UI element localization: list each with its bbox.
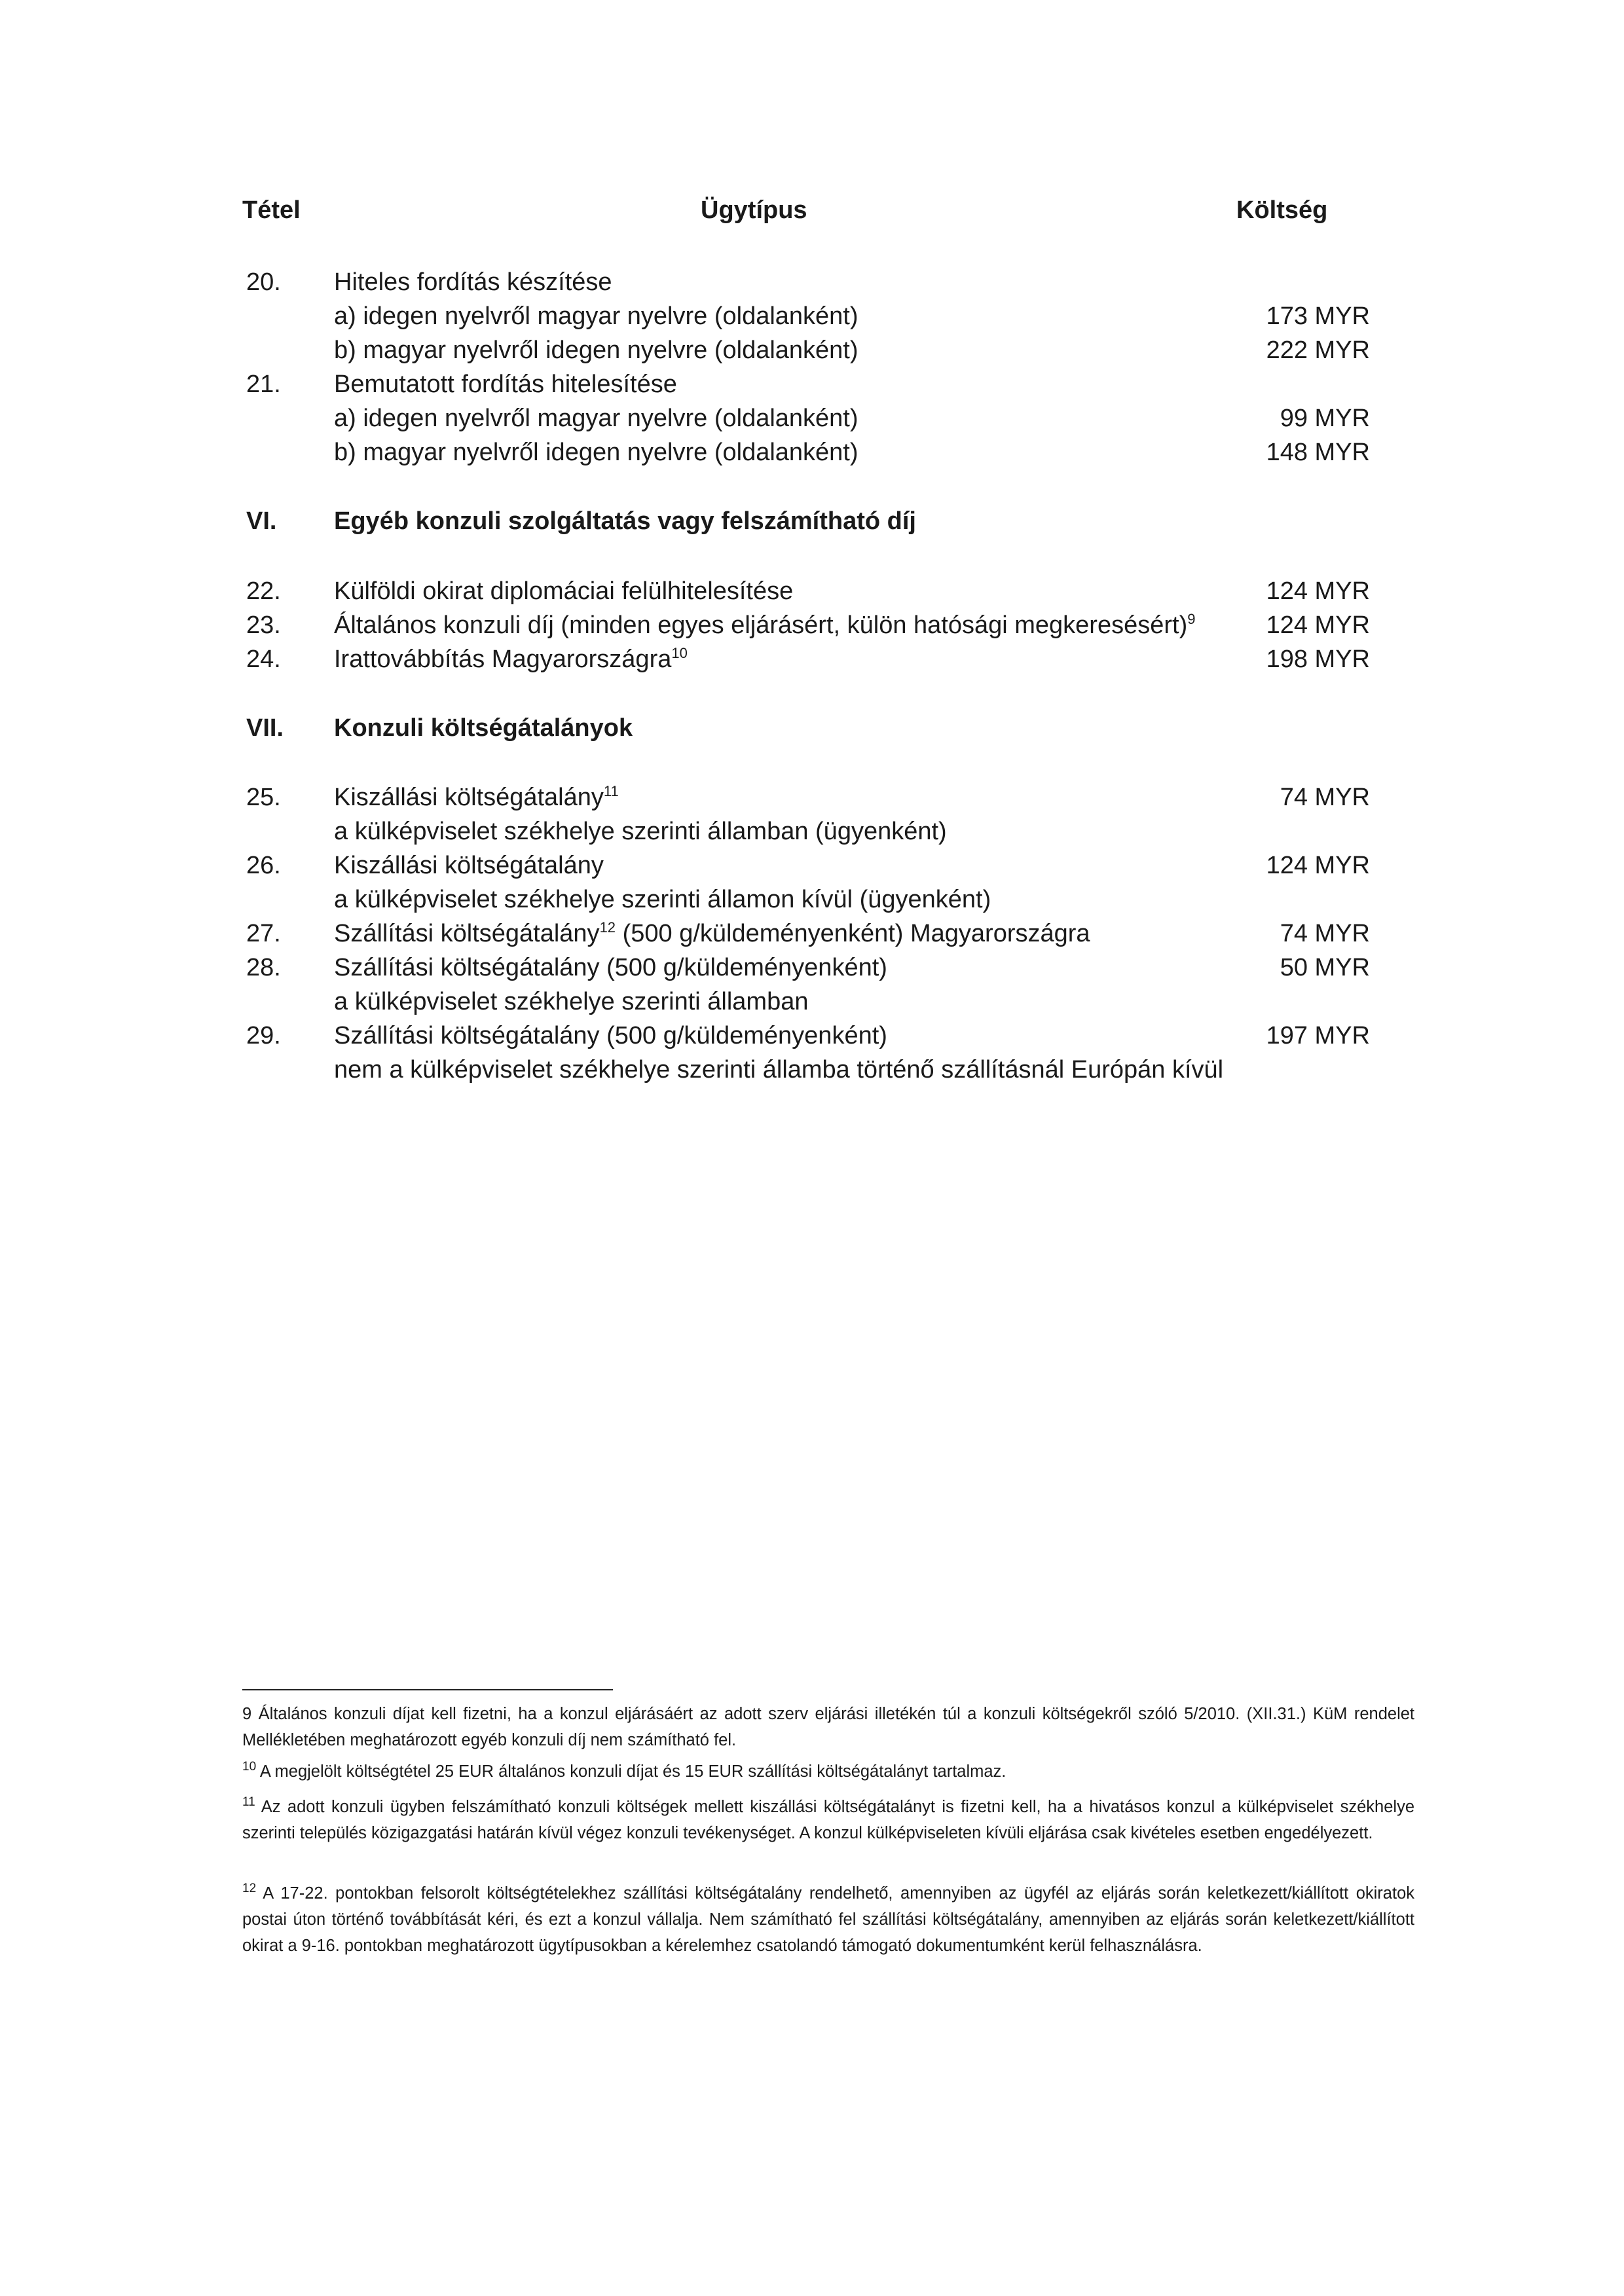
header-type: Ügytípus	[701, 196, 807, 224]
row-description: a) idegen nyelvről magyar nyelvre (oldalanként)	[334, 302, 858, 330]
table-row	[0, 574, 1624, 608]
row-description: a külképviselet székhelye szerinti államban (ügyenként)	[334, 818, 947, 845]
row-description: b) magyar nyelvről idegen nyelvre (oldalanként)	[334, 439, 858, 466]
footnote-reference: 12	[599, 919, 616, 936]
table-row	[0, 883, 1624, 917]
footnote-reference: 11	[603, 783, 619, 799]
table-row	[0, 1019, 1624, 1053]
row-description-text: Szállítási költségátalány	[334, 920, 600, 947]
row-description: Szállítási költségátalány (500 g/küldeményenként)	[334, 1022, 887, 1049]
row-number: 23.	[246, 611, 281, 639]
footnote-separator	[242, 1689, 613, 1690]
row-cost: 222 MYR	[1266, 337, 1370, 364]
footnote	[242, 1880, 1414, 1959]
row-cost: 50 MYR	[1280, 954, 1370, 981]
footnote-mark: 9	[242, 1705, 252, 1723]
row-cost: 124 MYR	[1266, 577, 1370, 605]
row-description-text: Általános konzuli díj (minden egyes eljárásért, külön hatósági megkeresésért)	[334, 611, 1188, 639]
row-description-text: Irattovábbítás Magyarországra	[334, 646, 672, 673]
row-number: 29.	[246, 1022, 281, 1049]
header-cost: Költség	[1236, 196, 1328, 224]
row-cost: 124 MYR	[1266, 852, 1370, 879]
row-description	[334, 608, 1195, 642]
section-number: VII.	[246, 714, 284, 742]
table-row	[0, 951, 1624, 985]
footnote	[242, 1758, 1414, 1785]
row-cost: 99 MYR	[1280, 405, 1370, 432]
row-description-continued: (500 g/küldeményenként) Magyarországra	[616, 920, 1090, 947]
table-row	[0, 780, 1624, 814]
table-row	[0, 435, 1624, 469]
footnote-mark: 10	[242, 1760, 257, 1774]
section-heading	[0, 711, 1624, 745]
row-cost: 124 MYR	[1266, 611, 1370, 639]
row-number: 25.	[246, 784, 281, 811]
row-description: Kiszállási költségátalány	[334, 852, 604, 879]
table-row	[0, 642, 1624, 676]
footnote-text: Általános konzuli díjat kell fizetni, ha a konzul eljárásáért az adott szerv eljárási illetékén túl a konzuli költségekről szóló 5/2010. (XII.31.) KüM rendelet Mellékletében meghatározott egyéb konzuli díj nem számítható fel.	[242, 1705, 1414, 1749]
table-row	[0, 985, 1624, 1019]
table-row	[0, 265, 1624, 299]
row-description: Bemutatott fordítás hitelesítése	[334, 371, 677, 398]
row-description: a külképviselet székhelye szerinti államon kívül (ügyenként)	[334, 886, 991, 913]
footnote-mark: 12	[242, 1882, 257, 1895]
footnote-text: A megjelölt költségtétel 25 EUR általános konzuli díjat és 15 EUR szállítási költségátalányt tartalmaz.	[259, 1762, 1006, 1781]
row-number: 20.	[246, 268, 281, 296]
table-row	[0, 917, 1624, 951]
row-description: Szállítási költségátalány (500 g/küldeményenként)	[334, 954, 887, 981]
section-heading	[0, 504, 1624, 538]
footnote-mark: 11	[242, 1795, 255, 1809]
row-description: nem a külképviselet székhelye szerinti államba történő szállításnál Európán kívül	[334, 1056, 1224, 1084]
section-title: Konzuli költségátalányok	[334, 714, 633, 742]
row-description: Külföldi okirat diplomáciai felülhitelesítése	[334, 577, 794, 605]
row-description	[334, 642, 688, 676]
row-description	[334, 917, 1090, 951]
row-number: 21.	[246, 371, 281, 398]
row-cost: 74 MYR	[1280, 920, 1370, 947]
row-number: 24.	[246, 646, 281, 673]
row-cost: 148 MYR	[1266, 439, 1370, 466]
row-cost: 197 MYR	[1266, 1022, 1370, 1049]
footnote-reference: 10	[671, 645, 688, 661]
table-row	[0, 608, 1624, 642]
row-number: 28.	[246, 954, 281, 981]
row-number: 26.	[246, 852, 281, 879]
table-row	[0, 367, 1624, 401]
row-number: 22.	[246, 577, 281, 605]
table-row	[0, 333, 1624, 367]
footnote-text: Az adott konzuli ügyben felszámítható konzuli költségek mellett kiszállási költségátalányt is fizetni kell, ha a hivatásos konzul a külképviselet székhelye szerinti település közigazgatási határán kívül végez konzuli tevékenységet. A konzul külképviseleten kívüli eljárása csak kivételes esetben engedélyezett.	[242, 1798, 1414, 1842]
table-row	[0, 1053, 1624, 1087]
row-number: 27.	[246, 920, 281, 947]
section-number: VI.	[246, 507, 277, 535]
row-cost: 198 MYR	[1266, 646, 1370, 673]
footnote-text: A 17-22. pontokban felsorolt költségtételekhez szállítási költségátalány rendelhető, amennyiben az ügyfél az eljárás során keletkezett/kiállított okiratok postai úton történő továbbítását kéri, és ezt a konzul vállalja. Nem számítható fel szállítási költségátalány, amennyiben az eljárás során keletkezett/kiállított okirat a 9-16. pontokban meghatározott ügytípusokban a kérelemhez csatolandó támogató dokumentumként kerül felhasználásra.	[242, 1884, 1414, 1955]
footnote-reference: 9	[1187, 611, 1196, 627]
section-title: Egyéb konzuli szolgáltatás vagy felszámítható díj	[334, 507, 916, 535]
table-row	[0, 299, 1624, 333]
footnote	[242, 1701, 1414, 1753]
row-description	[334, 780, 619, 814]
header-item: Tétel	[242, 196, 301, 224]
table-row	[0, 848, 1624, 883]
table-row	[0, 814, 1624, 848]
footnote	[242, 1794, 1414, 1846]
row-cost: 173 MYR	[1266, 302, 1370, 330]
table-row	[0, 401, 1624, 435]
row-cost: 74 MYR	[1280, 784, 1370, 811]
row-description: a külképviselet székhelye szerinti államban	[334, 988, 809, 1015]
row-description: b) magyar nyelvről idegen nyelvre (oldalanként)	[334, 337, 858, 364]
row-description: Hiteles fordítás készítése	[334, 268, 612, 296]
row-description-text: Kiszállási költségátalány	[334, 784, 604, 811]
row-description: a) idegen nyelvről magyar nyelvre (oldalanként)	[334, 405, 858, 432]
